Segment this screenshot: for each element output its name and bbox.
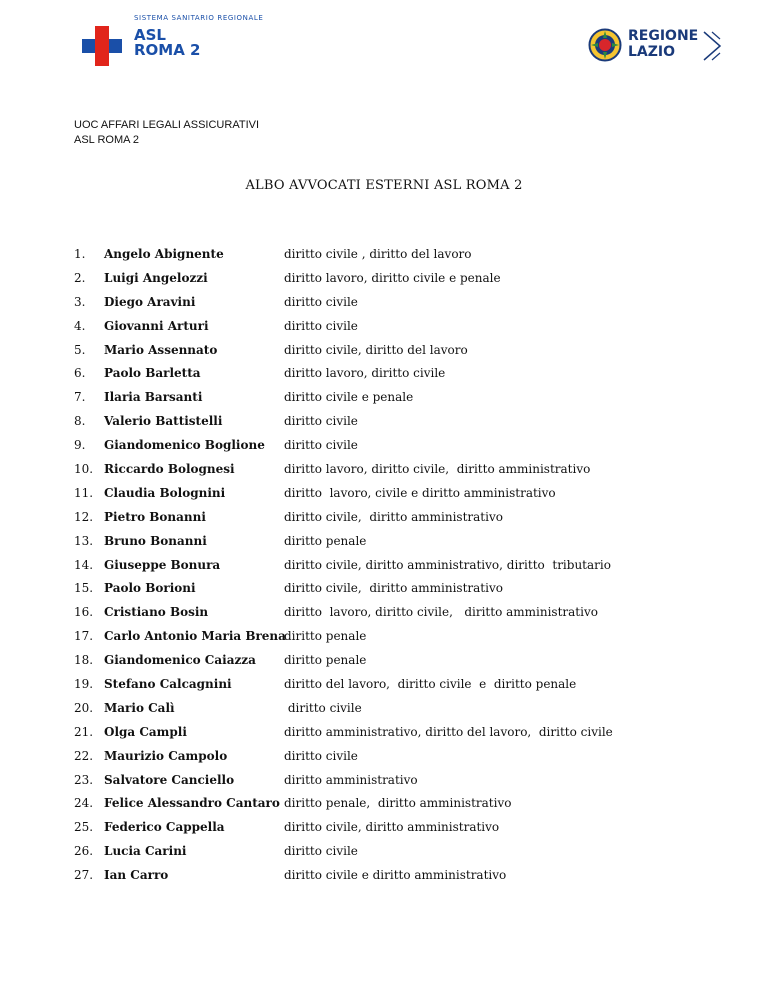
lawyer-name: Salvatore Canciello [104,772,235,787]
list-item-number: 22. [74,748,94,763]
lawyer-practice-areas: diritto amministrativo [284,772,418,787]
list-item [74,676,714,700]
lawyer-practice-areas: diritto civile [284,318,358,333]
list-item [74,246,714,270]
list-item [74,867,714,891]
list-item [74,700,714,724]
list-item [74,485,714,509]
list-item [74,724,714,748]
list-item [74,461,714,485]
list-item [74,270,714,294]
lawyer-name: Diego Aravini [104,294,196,309]
lawyer-name: Paolo Barletta [104,366,201,381]
lawyer-practice-areas: diritto civile, diritto amministrativo, diritto tributario [284,557,611,572]
list-item [74,365,714,389]
lawyer-name: Cristiano Bosin [104,605,209,620]
list-item [74,652,714,676]
lawyer-name: Stefano Calcagnini [104,677,232,692]
regione-lazio-logo [588,26,728,66]
lawyer-name: Giovanni Arturi [104,318,209,333]
list-item-number: 12. [74,509,94,524]
list-item-number: 14. [74,557,94,572]
lawyer-name: Federico Cappella [104,820,225,835]
list-item-number: 19. [74,677,94,692]
list-item [74,628,714,652]
regione-lazio-emblem-icon [588,28,622,62]
lazio-logo-line2: LAZIO [628,44,676,60]
list-item [74,580,714,604]
list-item [74,557,714,581]
list-item-number: 10. [74,462,94,477]
lawyer-name: Paolo Borioni [104,581,196,596]
list-item-number: 20. [74,700,94,715]
lawyer-practice-areas: diritto amministrativo, diritto del lavoro, diritto civile [284,724,613,739]
list-item [74,318,714,342]
lawyer-name: Lucia Carini [104,844,187,859]
lazio-chevrons-icon [702,30,722,62]
lawyer-practice-areas: diritto penale, diritto amministrativo [284,796,512,811]
list-item [74,413,714,437]
list-item [74,294,714,318]
list-item [74,342,714,366]
lawyer-practice-areas: diritto lavoro, diritto civile [284,366,446,381]
lawyer-practice-areas: diritto civile , diritto del lavoro [284,247,472,261]
lawyer-practice-areas: diritto civile [284,700,362,715]
list-item-number: 17. [74,629,94,644]
list-item [74,748,714,772]
list-item [74,843,714,867]
list-item-number: 5. [74,342,86,357]
asl-logo-top-text: SISTEMA SANITARIO REGIONALE [134,14,264,22]
list-item [74,437,714,461]
lawyer-practice-areas: diritto civile [284,438,358,453]
list-item-number: 21. [74,724,94,739]
list-item-number: 26. [74,844,94,859]
lawyer-name: Angelo Abignente [104,247,224,261]
asl-logo-line2: ROMA 2 [134,41,201,59]
list-item-number: 24. [74,796,94,811]
lawyer-practice-areas: diritto civile [284,414,358,429]
office-line2: ASL ROMA 2 [74,134,140,146]
lawyer-name: Giuseppe Bonura [104,557,221,572]
lawyer-name: Olga Campli [104,724,187,739]
list-item [74,604,714,628]
list-item-number: 23. [74,772,94,787]
list-item-number: 25. [74,820,94,835]
lawyer-name: Felice Alessandro Cantaro [104,796,280,811]
lawyer-name: Claudia Bolognini [104,485,226,500]
lawyer-practice-areas: diritto lavoro, diritto civile, diritto amministrativo [284,605,598,620]
list-item [74,533,714,557]
list-item [74,389,714,413]
lawyer-name: Luigi Angelozzi [104,270,208,285]
list-item-number: 15. [74,581,94,596]
office-line1: UOC AFFARI LEGALI ASSICURATIVI [74,119,260,131]
lawyer-name: Pietro Bonanni [104,509,206,524]
list-item-number: 11. [74,485,94,500]
lawyer-name: Bruno Bonanni [104,533,207,548]
list-item-number: 27. [74,868,94,883]
lawyer-practice-areas: diritto civile [284,844,358,859]
lawyer-practice-areas: diritto civile [284,294,358,309]
list-item [74,772,714,796]
list-item-number: 6. [74,366,86,381]
asl-roma2-logo [82,14,282,66]
asl-logo-name [134,28,201,58]
lawyer-name: Ilaria Barsanti [104,390,203,405]
list-item-number: 2. [74,270,86,285]
lazio-logo-text [628,28,698,60]
asl-logo-line1: ASL [134,26,166,44]
list-item-number: 16. [74,605,94,620]
lawyer-name: Giandomenico Caiazza [104,653,256,668]
lawyer-list [74,246,714,891]
lawyer-name: Giandomenico Boglione [104,438,265,453]
page-header [0,0,768,80]
list-item-number: 18. [74,653,94,668]
list-item-number: 7. [74,390,86,405]
lawyer-name: Carlo Antonio Maria Brena [104,629,286,644]
lawyer-name: Valerio Battistelli [104,414,223,429]
lawyer-practice-areas: diritto civile e penale [284,390,414,405]
lawyer-practice-areas: diritto civile, diritto amministrativo [284,820,500,835]
lawyer-practice-areas: diritto civile e diritto amministrativo [284,868,507,883]
lawyer-practice-areas: diritto lavoro, diritto civile e penale [284,270,501,285]
list-item-number: 9. [74,438,86,453]
lawyer-name: Maurizio Campolo [104,748,228,763]
lazio-logo-line1: REGIONE [628,28,699,44]
lawyer-practice-areas: diritto lavoro, civile e diritto amministrativo [284,485,556,500]
lawyer-name: Ian Carro [104,868,169,883]
list-item-number: 1. [74,247,86,261]
lawyer-name: Mario Assennato [104,342,218,357]
lawyer-practice-areas: diritto civile, diritto amministrativo [284,509,503,524]
list-item-number: 8. [74,414,86,429]
lawyer-name: Riccardo Bolognesi [104,462,235,477]
lawyer-practice-areas: diritto penale [284,653,367,668]
list-item [74,509,714,533]
list-item-number: 3. [74,294,86,309]
lawyer-practice-areas: diritto lavoro, diritto civile, diritto amministrativo [284,462,591,477]
list-item [74,819,714,843]
lawyer-name: Mario Calì [104,700,175,715]
lawyer-practice-areas: diritto penale [284,533,367,548]
list-item-number: 13. [74,533,94,548]
lawyer-practice-areas: diritto del lavoro, diritto civile e diritto penale [284,677,577,692]
red-blue-cross-icon [82,26,122,66]
lawyer-practice-areas: diritto civile, diritto del lavoro [284,342,468,357]
list-item-number: 4. [74,318,86,333]
list-item [74,795,714,819]
lawyer-practice-areas: diritto civile [284,748,358,763]
lawyer-practice-areas: diritto penale [284,629,367,644]
office-heading [74,118,259,148]
document-title: ALBO AVVOCATI ESTERNI ASL ROMA 2 [245,178,523,193]
lawyer-practice-areas: diritto civile, diritto amministrativo [284,581,503,596]
